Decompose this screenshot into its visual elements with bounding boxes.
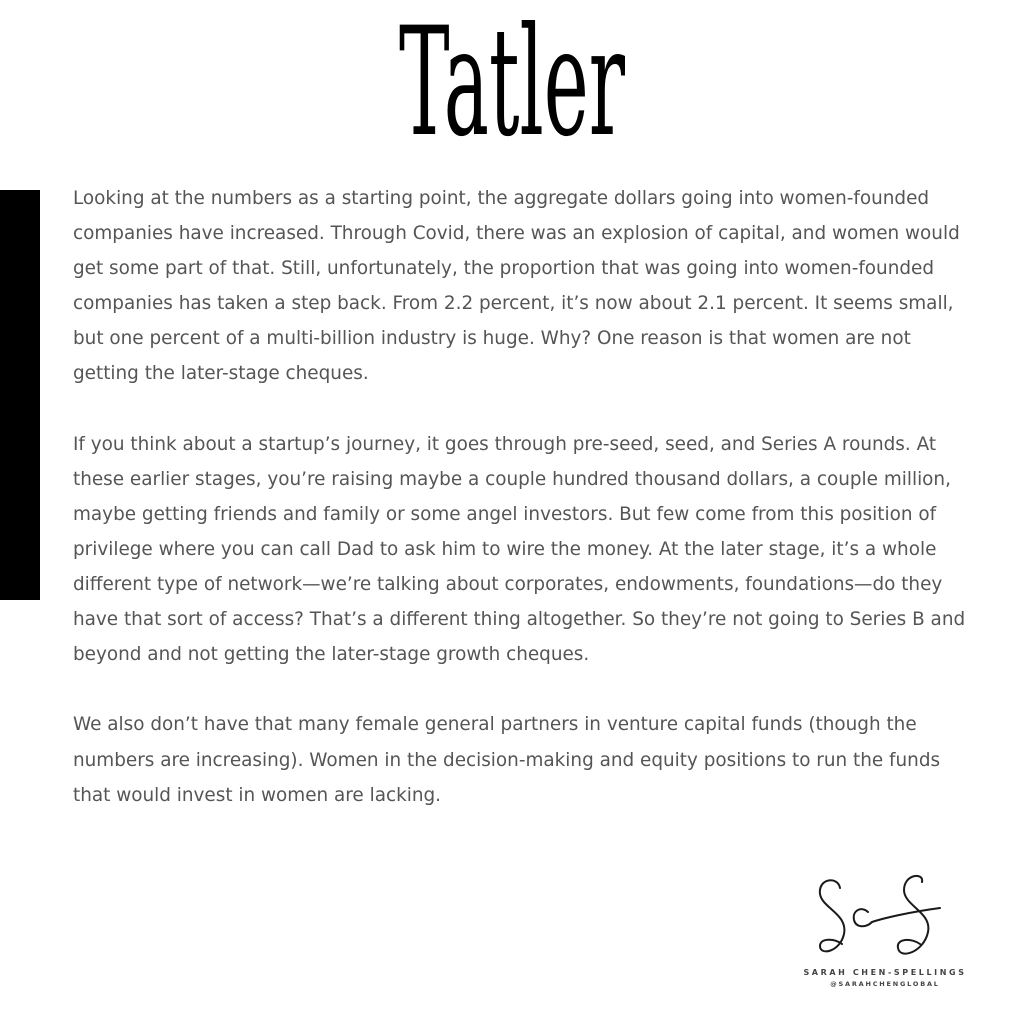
signature-name: SARAH CHEN-SPELLINGS — [803, 968, 967, 977]
signature-monogram-icon — [800, 868, 980, 968]
side-accent-bar — [0, 190, 40, 600]
signature-handle: @SARAHCHENGLOBAL — [830, 980, 940, 988]
article-body — [73, 181, 978, 848]
paragraph-3: We also don’t have that many female general partners in venture capital funds (though the numbers are increasing). Women in the decision-making and equity positions to run the funds that would invest in women are lacking. — [73, 714, 941, 806]
masthead-title: Tatler — [399, 0, 626, 150]
tatler-logo — [0, 0, 1024, 150]
paragraph-1: Looking at the numbers as a starting point, the aggregate dollars going into women-founded companies have increased. Through Covid, there was an explosion of capital, and women would get some part of that. Still, unfortunately, the proportion that was going into women-founded companies has taken a step back. From 2.2 percent, it’s now about 2.1 percent. It seems small, but one percent of a multi-billion industry is huge. Why? One reason is that women are not getting the later-stage cheques. — [73, 188, 960, 385]
paragraph-2: If you think about a startup’s journey, it goes through pre-seed, seed, and Series A rounds. At these earlier stages, you’re raising maybe a couple hundred thousand dollars, a couple million, maybe getting friends and family or some angel investors. But few come from this position of privilege where you can call Dad to ask him to wire the money. At the later stage, it’s a whole different type of network—we’re talking about corporates, endowments, foundations—do they have that sort of access? That’s a different thing altogether. So they’re not going to Series B and beyond and not getting the later-stage growth cheques. — [73, 433, 966, 666]
